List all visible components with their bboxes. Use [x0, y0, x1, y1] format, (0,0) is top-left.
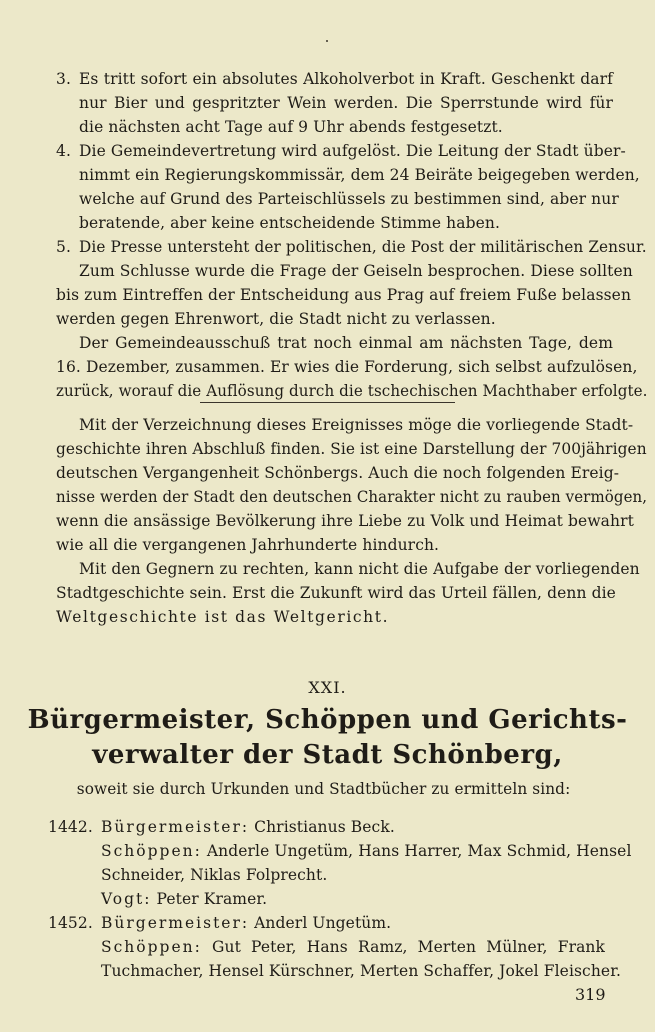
entry-line: Schneider, Niklas Folprecht. — [101, 866, 328, 884]
entry-label: Vogt: — [101, 890, 152, 908]
page-number: 319 — [575, 985, 606, 1004]
list-item-3-line: die nächsten acht Tage auf 9 Uhr abends festgesetzt. — [79, 118, 503, 136]
chapter-subtitle: soweit sie durch Urkunden und Stadtbücher zu ermitteln sind: — [76, 780, 571, 798]
entry-line — [101, 938, 605, 956]
paragraph-line: Mit der Verzeichnung dieses Ereignisses möge die vorliegende Stadt- — [79, 416, 634, 434]
entry-line — [101, 842, 632, 860]
list-item-4-number: 4. — [56, 142, 71, 160]
entry-line — [101, 890, 267, 908]
paragraph-line: Der Gemeindeausschuß trat noch einmal am nächsten Tage, dem — [79, 334, 613, 352]
list-item-5-number: 5. — [56, 238, 71, 256]
entry-text: Anderle Ungetüm, Hans Harrer, Max Schmid, Hensel — [206, 842, 632, 860]
paragraph-line: zurück, worauf die Auflösung durch die tschechischen Machthaber erfolgte. — [56, 382, 648, 400]
entry-text: Christianus Beck. — [254, 818, 395, 836]
entry-text: Anderl Ungetüm. — [254, 914, 392, 932]
entry-text: Gut Peter, Hans Ramz, Merten Mülner, Frank — [212, 938, 605, 956]
section-divider — [200, 402, 455, 403]
list-item-4-line: nimmt ein Regierungskommissär, dem 24 Beiräte beigegeben werden, — [79, 166, 640, 184]
list-item-3-line: Es tritt sofort ein absolutes Alkoholverbot in Kraft. Geschenkt darf — [79, 70, 613, 88]
chapter-title-line-1: Bürgermeister, Schöppen und Gerichts- — [27, 705, 628, 735]
entry-label: Schöppen: — [101, 938, 202, 956]
paragraph-line: Zum Schlusse wurde die Frage der Geiseln besprochen. Diese sollten — [79, 262, 633, 280]
entry-line — [101, 818, 395, 836]
list-item-4-line: Die Gemeindevertretung wird aufgelöst. Die Leitung der Stadt über- — [79, 142, 626, 160]
paragraph-line: deutschen Vergangenheit Schönbergs. Auch die noch folgenden Ereig- — [56, 464, 620, 482]
paragraph-line: geschichte ihren Abschluß finden. Sie ist eine Darstellung der 700jährigen — [56, 440, 647, 458]
print-speck — [326, 40, 328, 42]
paragraph-line: Weltgeschichte ist das Weltgericht. — [56, 608, 390, 626]
entry-line — [101, 914, 391, 932]
chapter-numeral: XXI. — [308, 678, 347, 697]
paragraph-line: bis zum Eintreffen der Entscheidung aus Prag auf freiem Fuße belassen — [56, 286, 632, 304]
paragraph-line: wie all die vergangenen Jahrhunderte hindurch. — [56, 536, 440, 554]
paragraph-line: nisse werden der Stadt den deutschen Charakter nicht zu rauben vermögen, — [56, 488, 648, 506]
paragraph-line: werden gegen Ehrenwort, die Stadt nicht zu verlassen. — [56, 310, 496, 328]
entry-year: 1442. — [48, 818, 93, 836]
paragraph-line: Mit den Gegnern zu rechten, kann nicht die Aufgabe der vorliegenden — [79, 560, 640, 578]
entry-label: Bürgermeister: — [101, 818, 250, 836]
chapter-title-line-2: verwalter der Stadt Schönberg, — [92, 740, 563, 770]
list-item-5-line: Die Presse untersteht der politischen, die Post der militärischen Zensur. — [79, 238, 647, 256]
list-item-4-line: beratende, aber keine entscheidende Stimme haben. — [79, 214, 501, 232]
paragraph-line: wenn die ansässige Bevölkerung ihre Liebe zu Volk und Heimat bewahrt — [56, 512, 634, 530]
list-item-3-line: nur Bier und gespritzter Wein werden. Die Sperrstunde wird für — [79, 94, 613, 112]
entry-year: 1452. — [48, 914, 93, 932]
entry-label: Schöppen: — [101, 842, 202, 860]
list-item-4-line: welche auf Grund des Parteischlüssels zu bestimmen sind, aber nur — [79, 190, 619, 208]
entry-line: Tuchmacher, Hensel Kürschner, Merten Schaffer, Jokel Fleischer. — [101, 962, 622, 980]
paragraph-line: Stadtgeschichte sein. Erst die Zukunft wird das Urteil fällen, denn die — [56, 584, 616, 602]
entry-text: Peter Kramer. — [156, 890, 268, 908]
entry-label: Bürgermeister: — [101, 914, 250, 932]
list-item-3-number: 3. — [56, 70, 71, 88]
paragraph-line: 16. Dezember, zusammen. Er wies die Forderung, sich selbst aufzulösen, — [56, 358, 638, 376]
